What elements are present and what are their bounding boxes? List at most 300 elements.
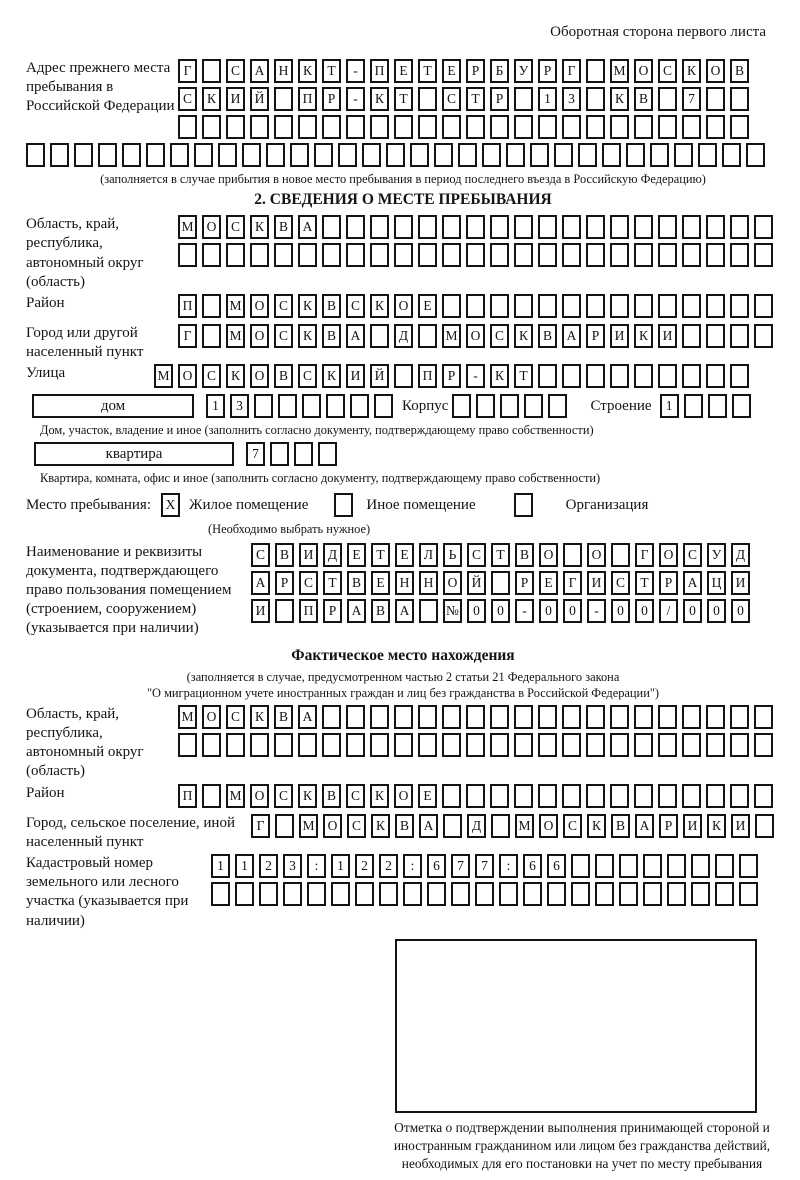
- char-cell[interactable]: [755, 814, 774, 838]
- char-cell[interactable]: М: [226, 324, 245, 348]
- char-cell[interactable]: [362, 143, 381, 167]
- char-cell[interactable]: [514, 493, 533, 517]
- char-cell[interactable]: [394, 115, 413, 139]
- char-cell[interactable]: [571, 882, 590, 906]
- char-cell[interactable]: [530, 143, 549, 167]
- char-cell[interactable]: [442, 215, 461, 239]
- char-cell[interactable]: [595, 854, 614, 878]
- char-cell[interactable]: [499, 882, 518, 906]
- char-cell[interactable]: 2: [355, 854, 374, 878]
- char-cell[interactable]: К: [250, 215, 269, 239]
- char-cell[interactable]: [538, 705, 557, 729]
- char-cell[interactable]: [730, 115, 749, 139]
- char-cell[interactable]: [610, 115, 629, 139]
- char-cell[interactable]: Р: [490, 87, 509, 111]
- char-cell[interactable]: И: [610, 324, 629, 348]
- char-cell[interactable]: [595, 882, 614, 906]
- char-cell[interactable]: [202, 59, 221, 83]
- char-cell[interactable]: [562, 294, 581, 318]
- char-cell[interactable]: Е: [395, 543, 414, 567]
- char-cell[interactable]: Т: [635, 571, 654, 595]
- char-cell[interactable]: [682, 243, 701, 267]
- char-cell[interactable]: М: [515, 814, 534, 838]
- char-cell[interactable]: [706, 294, 725, 318]
- char-cell[interactable]: 0: [731, 599, 750, 623]
- char-cell[interactable]: [490, 243, 509, 267]
- char-cell[interactable]: П: [178, 294, 197, 318]
- char-cell[interactable]: К: [490, 364, 509, 388]
- char-cell[interactable]: К: [298, 294, 317, 318]
- char-cell[interactable]: 0: [467, 599, 486, 623]
- char-cell[interactable]: [754, 733, 773, 757]
- char-cell[interactable]: В: [275, 543, 294, 567]
- char-cell[interactable]: [682, 324, 701, 348]
- char-cell[interactable]: 6: [523, 854, 542, 878]
- char-cell[interactable]: [562, 784, 581, 808]
- char-cell[interactable]: [346, 705, 365, 729]
- char-cell[interactable]: Д: [323, 543, 342, 567]
- char-cell[interactable]: [698, 143, 717, 167]
- char-cell[interactable]: [746, 143, 765, 167]
- char-cell[interactable]: [370, 324, 389, 348]
- char-cell[interactable]: Д: [731, 543, 750, 567]
- char-cell[interactable]: К: [610, 87, 629, 111]
- char-cell[interactable]: [658, 705, 677, 729]
- char-cell[interactable]: 1: [660, 394, 679, 418]
- char-cell[interactable]: /: [659, 599, 678, 623]
- char-cell[interactable]: С: [274, 784, 293, 808]
- char-cell[interactable]: П: [298, 87, 317, 111]
- char-cell[interactable]: [194, 143, 213, 167]
- char-cell[interactable]: В: [395, 814, 414, 838]
- char-cell[interactable]: И: [226, 87, 245, 111]
- char-cell[interactable]: К: [250, 705, 269, 729]
- char-cell[interactable]: С: [467, 543, 486, 567]
- char-cell[interactable]: В: [538, 324, 557, 348]
- char-cell[interactable]: [514, 294, 533, 318]
- char-cell[interactable]: [554, 143, 573, 167]
- char-cell[interactable]: [730, 784, 749, 808]
- char-cell[interactable]: [202, 243, 221, 267]
- char-cell[interactable]: [250, 115, 269, 139]
- char-cell[interactable]: С: [346, 784, 365, 808]
- char-cell[interactable]: [634, 215, 653, 239]
- stay-option-other-checkbox[interactable]: [334, 493, 358, 517]
- char-cell[interactable]: [370, 215, 389, 239]
- char-cell[interactable]: [394, 215, 413, 239]
- char-cell[interactable]: [275, 599, 294, 623]
- char-cell[interactable]: [490, 294, 509, 318]
- char-cell[interactable]: С: [274, 294, 293, 318]
- char-cell[interactable]: [586, 733, 605, 757]
- char-cell[interactable]: [610, 705, 629, 729]
- char-cell[interactable]: [562, 243, 581, 267]
- char-cell[interactable]: М: [442, 324, 461, 348]
- char-cell[interactable]: Р: [538, 59, 557, 83]
- char-cell[interactable]: К: [371, 814, 390, 838]
- char-cell[interactable]: 0: [563, 599, 582, 623]
- char-cell[interactable]: Е: [539, 571, 558, 595]
- char-cell[interactable]: [523, 882, 542, 906]
- char-cell[interactable]: [226, 733, 245, 757]
- char-cell[interactable]: [706, 733, 725, 757]
- char-cell[interactable]: В: [274, 215, 293, 239]
- char-cell[interactable]: С: [274, 324, 293, 348]
- char-cell[interactable]: [730, 87, 749, 111]
- char-cell[interactable]: [643, 882, 662, 906]
- char-cell[interactable]: [266, 143, 285, 167]
- char-cell[interactable]: М: [610, 59, 629, 83]
- char-cell[interactable]: [524, 394, 543, 418]
- char-cell[interactable]: [706, 87, 725, 111]
- char-cell[interactable]: [442, 115, 461, 139]
- char-cell[interactable]: [202, 784, 221, 808]
- char-cell[interactable]: [634, 784, 653, 808]
- char-cell[interactable]: [318, 442, 337, 466]
- char-cell[interactable]: О: [178, 364, 197, 388]
- char-cell[interactable]: [548, 394, 567, 418]
- char-cell[interactable]: А: [419, 814, 438, 838]
- char-cell[interactable]: [26, 143, 45, 167]
- char-cell[interactable]: К: [587, 814, 606, 838]
- char-cell[interactable]: Т: [418, 59, 437, 83]
- char-cell[interactable]: [586, 59, 605, 83]
- char-cell[interactable]: Т: [514, 364, 533, 388]
- char-cell[interactable]: [74, 143, 93, 167]
- char-cell[interactable]: 1: [331, 854, 350, 878]
- char-cell[interactable]: А: [298, 705, 317, 729]
- char-cell[interactable]: [427, 882, 446, 906]
- char-cell[interactable]: О: [394, 294, 413, 318]
- char-cell[interactable]: Г: [178, 59, 197, 83]
- char-cell[interactable]: С: [226, 59, 245, 83]
- char-cell[interactable]: [754, 294, 773, 318]
- char-cell[interactable]: [571, 854, 590, 878]
- char-cell[interactable]: :: [403, 854, 422, 878]
- char-cell[interactable]: С: [563, 814, 582, 838]
- char-cell[interactable]: О: [250, 364, 269, 388]
- char-cell[interactable]: [619, 882, 638, 906]
- char-cell[interactable]: С: [611, 571, 630, 595]
- char-cell[interactable]: [346, 115, 365, 139]
- char-cell[interactable]: [278, 394, 297, 418]
- char-cell[interactable]: [452, 394, 471, 418]
- char-cell[interactable]: [50, 143, 69, 167]
- char-cell[interactable]: [490, 215, 509, 239]
- char-cell[interactable]: [242, 143, 261, 167]
- char-cell[interactable]: Й: [467, 571, 486, 595]
- char-cell[interactable]: В: [274, 705, 293, 729]
- char-cell[interactable]: [684, 394, 703, 418]
- char-cell[interactable]: С: [683, 543, 702, 567]
- stay-option-residential-checkbox[interactable]: [161, 493, 185, 517]
- char-cell[interactable]: [466, 784, 485, 808]
- char-cell[interactable]: [610, 294, 629, 318]
- char-cell[interactable]: 0: [707, 599, 726, 623]
- char-cell[interactable]: [706, 115, 725, 139]
- char-cell[interactable]: К: [370, 294, 389, 318]
- char-cell[interactable]: И: [587, 571, 606, 595]
- char-cell[interactable]: [475, 882, 494, 906]
- char-cell[interactable]: [562, 115, 581, 139]
- char-cell[interactable]: [538, 243, 557, 267]
- char-cell[interactable]: У: [707, 543, 726, 567]
- char-cell[interactable]: [490, 705, 509, 729]
- char-cell[interactable]: К: [226, 364, 245, 388]
- char-cell[interactable]: Р: [659, 814, 678, 838]
- char-cell[interactable]: А: [562, 324, 581, 348]
- char-cell[interactable]: 7: [682, 87, 701, 111]
- char-cell[interactable]: [322, 705, 341, 729]
- char-cell[interactable]: [514, 215, 533, 239]
- char-cell[interactable]: Е: [371, 571, 390, 595]
- char-cell[interactable]: [506, 143, 525, 167]
- char-cell[interactable]: М: [226, 294, 245, 318]
- char-cell[interactable]: [466, 243, 485, 267]
- char-cell[interactable]: Н: [395, 571, 414, 595]
- char-cell[interactable]: И: [731, 814, 750, 838]
- char-cell[interactable]: [538, 733, 557, 757]
- char-cell[interactable]: Б: [490, 59, 509, 83]
- char-cell[interactable]: [538, 294, 557, 318]
- char-cell[interactable]: [250, 733, 269, 757]
- char-cell[interactable]: О: [634, 59, 653, 83]
- char-cell[interactable]: [562, 733, 581, 757]
- char-cell[interactable]: [202, 294, 221, 318]
- char-cell[interactable]: Г: [251, 814, 270, 838]
- char-cell[interactable]: [334, 493, 353, 517]
- char-cell[interactable]: И: [683, 814, 702, 838]
- char-cell[interactable]: [419, 599, 438, 623]
- char-cell[interactable]: -: [515, 599, 534, 623]
- char-cell[interactable]: Е: [418, 784, 437, 808]
- char-cell[interactable]: А: [395, 599, 414, 623]
- char-cell[interactable]: [538, 215, 557, 239]
- char-cell[interactable]: [314, 143, 333, 167]
- char-cell[interactable]: [578, 143, 597, 167]
- char-cell[interactable]: [706, 324, 725, 348]
- char-cell[interactable]: [682, 705, 701, 729]
- char-cell[interactable]: К: [298, 784, 317, 808]
- char-cell[interactable]: К: [370, 87, 389, 111]
- char-cell[interactable]: [442, 733, 461, 757]
- char-cell[interactable]: [290, 143, 309, 167]
- char-cell[interactable]: [178, 115, 197, 139]
- char-cell[interactable]: К: [202, 87, 221, 111]
- char-cell[interactable]: В: [322, 784, 341, 808]
- char-cell[interactable]: [562, 705, 581, 729]
- char-cell[interactable]: [730, 294, 749, 318]
- char-cell[interactable]: [610, 215, 629, 239]
- char-cell[interactable]: О: [706, 59, 725, 83]
- char-cell[interactable]: [346, 215, 365, 239]
- char-cell[interactable]: [658, 784, 677, 808]
- char-cell[interactable]: К: [634, 324, 653, 348]
- char-cell[interactable]: -: [587, 599, 606, 623]
- char-cell[interactable]: [650, 143, 669, 167]
- char-cell[interactable]: [394, 243, 413, 267]
- char-cell[interactable]: [691, 882, 710, 906]
- char-cell[interactable]: Т: [371, 543, 390, 567]
- char-cell[interactable]: [739, 854, 758, 878]
- char-cell[interactable]: [586, 294, 605, 318]
- char-cell[interactable]: С: [226, 215, 245, 239]
- char-cell[interactable]: [682, 215, 701, 239]
- char-cell[interactable]: Р: [515, 571, 534, 595]
- char-cell[interactable]: П: [418, 364, 437, 388]
- char-cell[interactable]: К: [298, 59, 317, 83]
- char-cell[interactable]: О: [202, 705, 221, 729]
- char-cell[interactable]: [466, 215, 485, 239]
- char-cell[interactable]: С: [658, 59, 677, 83]
- char-cell[interactable]: [658, 243, 677, 267]
- char-cell[interactable]: Р: [466, 59, 485, 83]
- char-cell[interactable]: К: [514, 324, 533, 348]
- char-cell[interactable]: [490, 115, 509, 139]
- char-cell[interactable]: Д: [394, 324, 413, 348]
- char-cell[interactable]: [682, 364, 701, 388]
- char-cell[interactable]: [538, 115, 557, 139]
- char-cell[interactable]: [586, 364, 605, 388]
- char-cell[interactable]: Ц: [707, 571, 726, 595]
- char-cell[interactable]: [418, 215, 437, 239]
- char-cell[interactable]: М: [154, 364, 173, 388]
- char-cell[interactable]: :: [307, 854, 326, 878]
- char-cell[interactable]: Т: [322, 59, 341, 83]
- char-cell[interactable]: О: [587, 543, 606, 567]
- char-cell[interactable]: И: [346, 364, 365, 388]
- stay-option-organization-checkbox[interactable]: [514, 493, 538, 517]
- char-cell[interactable]: [355, 882, 374, 906]
- char-cell[interactable]: [442, 294, 461, 318]
- char-cell[interactable]: [178, 733, 197, 757]
- char-cell[interactable]: 1: [538, 87, 557, 111]
- char-cell[interactable]: Р: [442, 364, 461, 388]
- char-cell[interactable]: [754, 784, 773, 808]
- char-cell[interactable]: К: [322, 364, 341, 388]
- char-cell[interactable]: П: [299, 599, 318, 623]
- char-cell[interactable]: [634, 364, 653, 388]
- char-cell[interactable]: [658, 294, 677, 318]
- char-cell[interactable]: Й: [250, 87, 269, 111]
- char-cell[interactable]: [610, 733, 629, 757]
- char-cell[interactable]: [691, 854, 710, 878]
- char-cell[interactable]: [658, 87, 677, 111]
- char-cell[interactable]: [466, 115, 485, 139]
- char-cell[interactable]: [410, 143, 429, 167]
- char-cell[interactable]: [270, 442, 289, 466]
- char-cell[interactable]: [586, 243, 605, 267]
- char-cell[interactable]: И: [299, 543, 318, 567]
- char-cell[interactable]: [619, 854, 638, 878]
- char-cell[interactable]: [283, 882, 302, 906]
- char-cell[interactable]: А: [298, 215, 317, 239]
- char-cell[interactable]: [514, 784, 533, 808]
- char-cell[interactable]: [370, 115, 389, 139]
- char-cell[interactable]: [466, 294, 485, 318]
- char-cell[interactable]: С: [299, 571, 318, 595]
- char-cell[interactable]: Т: [491, 543, 510, 567]
- char-cell[interactable]: [514, 733, 533, 757]
- char-cell[interactable]: 1: [235, 854, 254, 878]
- char-cell[interactable]: [146, 143, 165, 167]
- char-cell[interactable]: А: [251, 571, 270, 595]
- char-cell[interactable]: [374, 394, 393, 418]
- char-cell[interactable]: [732, 394, 751, 418]
- char-cell[interactable]: [626, 143, 645, 167]
- char-cell[interactable]: 7: [451, 854, 470, 878]
- char-cell[interactable]: [538, 364, 557, 388]
- char-cell[interactable]: Г: [178, 324, 197, 348]
- char-cell[interactable]: Т: [394, 87, 413, 111]
- char-cell[interactable]: [259, 882, 278, 906]
- char-cell[interactable]: [394, 733, 413, 757]
- char-cell[interactable]: [346, 733, 365, 757]
- char-cell[interactable]: Н: [419, 571, 438, 595]
- char-cell[interactable]: С: [298, 364, 317, 388]
- char-cell[interactable]: В: [730, 59, 749, 83]
- char-cell[interactable]: [122, 143, 141, 167]
- char-cell[interactable]: [754, 324, 773, 348]
- char-cell[interactable]: С: [490, 324, 509, 348]
- char-cell[interactable]: [218, 143, 237, 167]
- char-cell[interactable]: [514, 243, 533, 267]
- char-cell[interactable]: В: [371, 599, 390, 623]
- char-cell[interactable]: [254, 394, 273, 418]
- char-cell[interactable]: [708, 394, 727, 418]
- char-cell[interactable]: О: [250, 294, 269, 318]
- char-cell[interactable]: [634, 733, 653, 757]
- char-cell[interactable]: [442, 243, 461, 267]
- char-cell[interactable]: К: [298, 324, 317, 348]
- char-cell[interactable]: [322, 243, 341, 267]
- char-cell[interactable]: 1: [211, 854, 230, 878]
- char-cell[interactable]: [298, 243, 317, 267]
- char-cell[interactable]: [322, 115, 341, 139]
- char-cell[interactable]: К: [707, 814, 726, 838]
- char-cell[interactable]: Е: [442, 59, 461, 83]
- char-cell[interactable]: И: [658, 324, 677, 348]
- char-cell[interactable]: [611, 543, 630, 567]
- char-cell[interactable]: С: [347, 814, 366, 838]
- char-cell[interactable]: С: [202, 364, 221, 388]
- char-cell[interactable]: П: [178, 784, 197, 808]
- char-cell[interactable]: [274, 733, 293, 757]
- char-cell[interactable]: [298, 115, 317, 139]
- char-cell[interactable]: О: [659, 543, 678, 567]
- char-cell[interactable]: [490, 784, 509, 808]
- char-cell[interactable]: 3: [230, 394, 249, 418]
- char-cell[interactable]: [586, 115, 605, 139]
- char-cell[interactable]: [730, 324, 749, 348]
- char-cell[interactable]: Г: [635, 543, 654, 567]
- char-cell[interactable]: [715, 882, 734, 906]
- char-cell[interactable]: [235, 882, 254, 906]
- char-cell[interactable]: [514, 705, 533, 729]
- char-cell[interactable]: [562, 364, 581, 388]
- char-cell[interactable]: Р: [275, 571, 294, 595]
- char-cell[interactable]: [682, 115, 701, 139]
- char-cell[interactable]: [491, 571, 510, 595]
- char-cell[interactable]: Е: [418, 294, 437, 318]
- char-cell[interactable]: О: [443, 571, 462, 595]
- char-cell[interactable]: [610, 784, 629, 808]
- char-cell[interactable]: С: [346, 294, 365, 318]
- char-cell[interactable]: [730, 733, 749, 757]
- char-cell[interactable]: [466, 705, 485, 729]
- char-cell[interactable]: [442, 784, 461, 808]
- char-cell[interactable]: Н: [274, 59, 293, 83]
